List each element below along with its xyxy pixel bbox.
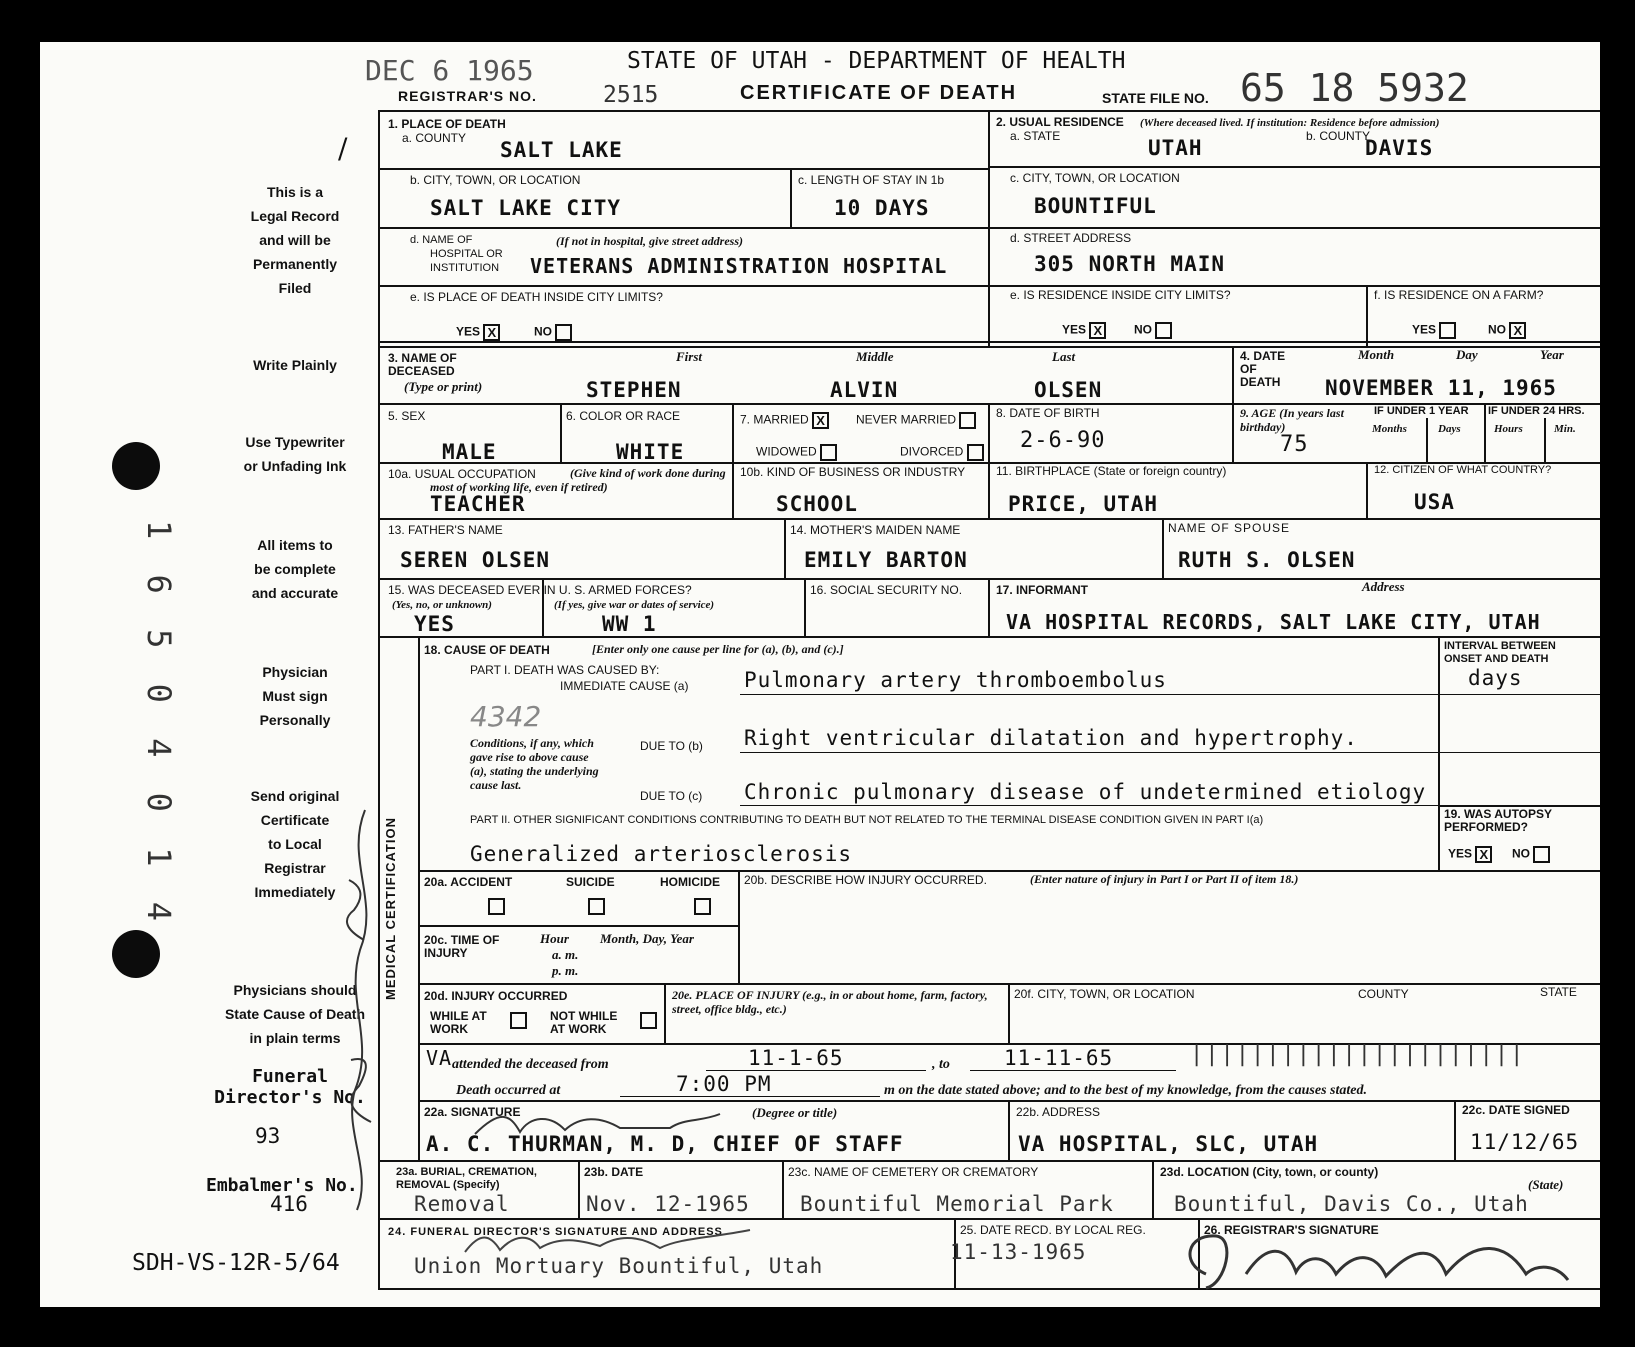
funeral-director-value: Union Mortuary Bountiful, Utah [414,1254,824,1278]
not-while-at-work-label: NOT WHILE AT WORK [550,1009,618,1036]
rule [740,694,1438,695]
hospital-label-2: INSTITUTION [430,262,500,274]
place-of-death-label: 1. PLACE OF DEATH [388,117,506,131]
state-file-number: 65 18 5932 [1240,66,1469,110]
death-year-label: Year [1540,347,1564,362]
death-month-label: Month [1358,347,1395,362]
funeral-director-label: Funeral Director's No. [214,1066,366,1108]
residence-city-value: BOUNTIFUL [1034,194,1157,218]
due-to-c-value: Chronic pulmonary disease of undetermined etiology [744,780,1427,804]
rule [378,518,1600,520]
interval-label: INTERVAL BETWEEN ONSET AND DEATH [1444,640,1556,665]
immediate-cause-value: Pulmonary artery thromboembolus [744,668,1167,692]
length-of-stay-label: c. LENGTH OF STAY IN 1b [798,173,945,187]
death-occurred-label: Death occurred at [456,1083,561,1098]
rule [1484,403,1486,462]
typewriter-note: Use Typewriter or Unfading Ink [243,434,347,474]
while-at-work-checkbox[interactable] [510,1012,527,1029]
citizen-value: USA [1414,490,1455,514]
burial-state-label: (State) [1528,1177,1564,1192]
married-label: 7. MARRIED X [740,412,829,429]
war-service-value: WW 1 [602,612,657,636]
birthplace-value: PRICE, UTAH [1008,492,1159,516]
strikeout-marks: |||||||||||||||||||||| [1190,1042,1526,1067]
middle-name-label: Middle [856,349,894,364]
injury-county-label: COUNTY [1358,987,1409,1001]
months-label: Months [1372,423,1407,435]
rule [988,578,990,636]
age-value: 75 [1280,432,1309,457]
length-of-stay-value: 10 DAYS [834,196,930,220]
race-label: 6. COLOR OR RACE [566,409,681,423]
rule [790,168,792,227]
place-of-injury-label: 20e. PLACE OF INJURY (e.g., in or about home, farm, factory, street, office bldg., etc.) [672,988,988,1016]
residence-city-label: c. CITY, TOWN, OR LOCATION [1010,171,1180,185]
rule [970,1070,1176,1071]
accident-label: 20a. ACCIDENT [424,875,513,889]
occupation-value: TEACHER [430,492,526,516]
hospital-label-1: HOSPITAL OR [430,248,503,260]
attended-to-label: , to [932,1057,950,1072]
va-prefix: VA [426,1046,453,1070]
rule [1426,418,1428,462]
rule [1438,694,1600,695]
dob-label: 8. DATE OF BIRTH [996,406,1100,420]
send-original-note: Send original Certificate to Local Registrar Immediately [250,788,340,900]
burial-date-label: 23b. DATE [584,1165,644,1179]
complete-note: All items to be complete and accurate [251,537,339,601]
hospital-note: (If not in hospital, give street address) [556,234,744,248]
describe-injury-note: (Enter nature of injury in Part I or Part II of item 18.) [1030,872,1299,886]
place-city-label: b. CITY, TOWN, OR LOCATION [410,173,581,187]
rule [1008,1100,1010,1160]
write-plainly-note: Write Plainly [253,357,337,373]
while-at-work-label: WHILE AT WORK [430,1009,487,1036]
residence-inside-no-checkbox[interactable] [1155,322,1172,339]
rule [378,346,1600,348]
physician-address-label: 22b. ADDRESS [1016,1105,1101,1119]
rule [804,578,806,636]
rule [378,1160,1600,1162]
suicide-checkbox[interactable] [588,898,605,915]
rule [782,1160,784,1218]
under-24-hrs-label: IF UNDER 24 HRS. [1488,405,1585,417]
rule [988,403,990,518]
certification-statement: m on the date stated above; and to the best of my knowledge, from the causes stated. [884,1083,1367,1098]
mother-label: 14. MOTHER'S MAIDEN NAME [790,523,961,537]
certificate-title: CERTIFICATE OF DEATH [740,82,1018,104]
rule [1366,285,1368,346]
rule [1438,805,1600,807]
rule [560,403,562,462]
birthplace-label: 11. BIRTHPLACE (State or foreign country) [996,464,1227,478]
punch-hole-bottom [112,930,160,978]
informant-address-label: Address [1362,579,1405,594]
rule [378,1218,1600,1220]
attended-from-value: 11-1-65 [748,1046,844,1070]
homicide-label: HOMICIDE [660,875,720,889]
form-left-border [378,110,380,1290]
farm-no-checkbox[interactable]: X [1509,322,1526,339]
funeral-director-number: 93 [255,1124,281,1148]
injury-state-label: STATE [1540,985,1577,999]
ssn-label: 16. SOCIAL SECURITY NO. [810,583,963,597]
farm-label: f. IS RESIDENCE ON A FARM? [1374,288,1544,302]
place-county-value: SALT LAKE [500,138,623,162]
physician-name-value: A. C. THURMAN, M. D, CHIEF OF STAFF [426,1132,904,1156]
father-value: SEREN OLSEN [400,548,551,572]
farm-yes: YES [1412,322,1456,339]
rule [1162,518,1164,578]
registrar-signature-label: 26. REGISTRAR'S SIGNATURE [1204,1223,1379,1237]
dob-value: 2-6-90 [1020,428,1106,453]
business-label: 10b. KIND OF BUSINESS OR INDUSTRY [740,465,966,479]
divorced-checkbox[interactable] [967,444,984,461]
citizen-label: 12. CITIZEN OF WHAT COUNTRY? [1374,464,1552,476]
rule [378,168,990,170]
funeral-director-sig-label: 24. FUNERAL DIRECTOR'S SIGNATURE AND ADDRESS [388,1226,723,1238]
rule [740,752,1600,753]
hours-label: Hours [1494,423,1523,435]
rule [1438,636,1440,870]
rule [706,1070,926,1071]
injury-date-label: Month, Day, Year [600,931,694,946]
rule [1454,1100,1456,1160]
last-name-label: Last [1052,349,1076,364]
informant-value: VA HOSPITAL RECORDS, SALT LAKE CITY, UTAH [1006,610,1541,634]
rule [418,925,738,927]
place-city-value: SALT LAKE CITY [430,196,622,220]
rule [1544,418,1546,462]
part1-label: PART I. DEATH WAS CAUSED BY: [470,663,660,677]
inside-city-label: e. IS PLACE OF DEATH INSIDE CITY LIMITS? [410,290,663,304]
residence-state-label: a. STATE [1010,129,1061,143]
legal-record-note: This is a Legal Record and will be Permanently Filed [250,184,340,296]
residence-inside-yes-checkbox[interactable]: X [1089,322,1106,339]
suicide-label: SUICIDE [566,875,615,889]
autopsy-label: 19. WAS AUTOPSY PERFORMED? [1444,807,1552,834]
hospital-label-d: d. NAME OF [410,234,473,246]
occupation-note: (Give kind of work done during most of working life, even if retired) [430,466,726,494]
residence-inside-label: e. IS RESIDENCE INSIDE CITY LIMITS? [1010,288,1231,302]
burial-type-label: 23a. BURIAL, CREMATION, REMOVAL (Specify) [396,1166,537,1191]
time-of-injury-label: 20c. TIME OF INJURY [424,933,500,960]
sex-value: MALE [442,440,497,464]
armed-forces-value: YES [414,612,455,636]
registrar-label: REGISTRAR'S NO. [398,88,537,104]
rule [1232,346,1234,462]
burial-location-value: Bountiful, Davis Co., Utah [1174,1192,1529,1216]
injury-pm-label: p. m. [552,963,579,978]
place-inside-yes-checkbox[interactable]: X [483,324,500,341]
injury-city-label: 20f. CITY, TOWN, OR LOCATION [1014,987,1195,1001]
injury-hour-label: Hour [540,931,569,946]
age-label: 9. AGE (In years last birthday) [1240,406,1344,434]
rule [784,518,786,578]
medical-certification-label: MEDICAL CERTIFICATION [383,816,398,1000]
rule [664,983,666,1043]
divorced-label: DIVORCED [900,444,984,461]
mother-value: EMILY BARTON [804,548,968,572]
race-value: WHITE [616,440,685,464]
not-while-at-work-checkbox[interactable] [640,1012,657,1029]
date-signed-value: 11/12/65 [1470,1130,1580,1154]
autopsy-no: NO [1512,846,1550,863]
signature-label: 22a. SIGNATURE [424,1105,521,1119]
rule [1152,1160,1154,1218]
due-to-b-label: DUE TO (b) [640,739,703,753]
physician-signature-vertical [335,800,390,1220]
cause-note: [Enter only one cause per line for (a), (b), and (c).] [592,642,844,656]
immediate-cause-label: IMMEDIATE CAUSE (a) [560,679,689,693]
autopsy-yes-checkbox[interactable]: X [1475,846,1492,863]
never-married-checkbox[interactable] [959,412,976,429]
middle-name-value: ALVIN [830,378,899,402]
autopsy-no-checkbox[interactable] [1533,846,1550,863]
place-inside-yes: YES X [456,324,500,341]
autopsy-yes: YES X [1448,846,1492,863]
armed-forces-sub1: (Yes, no, or unknown) [392,599,492,611]
widowed-label: WIDOWED [756,444,837,461]
date-of-death-label: 4. DATE OF DEATH [1240,349,1286,389]
part2-label: PART II. OTHER SIGNIFICANT CONDITIONS CONTRIBUTING TO DEATH BUT NOT RELATED TO THE TERMINAL DISEASE CONDITION GIVEN IN PART I(a) [470,814,1264,826]
never-married-label: NEVER MARRIED [856,412,976,429]
place-inside-no-checkbox[interactable] [555,324,572,341]
rule [418,636,420,1160]
spouse-label: NAME OF SPOUSE [1168,521,1291,535]
deceased-name-sub: (Type or print) [404,379,483,394]
injury-occurred-label: 20d. INJURY OCCURRED [424,989,568,1003]
registrar-signature [1176,1224,1576,1298]
street-value: 305 NORTH MAIN [1034,252,1226,276]
burial-location-label: 23d. LOCATION (City, town, or county) [1160,1165,1379,1179]
rule [620,1096,880,1097]
rule [578,1160,580,1218]
first-name-label: First [676,349,703,364]
accident-checkbox[interactable] [488,898,505,915]
last-name-value: OLSEN [1034,378,1103,402]
state-department-title: STATE OF UTAH - DEPARTMENT OF HEALTH [627,48,1126,74]
residence-state-value: UTAH [1148,136,1203,160]
death-time-value: 7:00 PM [676,1072,772,1096]
first-name-value: STEPHEN [586,378,682,402]
armed-forces-label: 15. WAS DECEASED EVER IN U. S. ARMED FORCES? [388,583,692,597]
cause-plain-terms-note: Physicians should State Cause of Death in plain terms [224,982,366,1046]
cemetery-value: Bountiful Memorial Park [800,1192,1114,1216]
rule [732,403,734,518]
rule [738,870,740,983]
rule [988,110,990,346]
days-label: Days [1438,423,1461,435]
physician-address-value: VA HOSPITAL, SLC, UTAH [1018,1132,1319,1156]
rule [418,870,1600,872]
rule [1366,462,1368,518]
disease-code: 4342 [470,700,542,733]
date-of-death-value: NOVEMBER 11, 1965 [1325,376,1557,400]
cemetery-label: 23c. NAME OF CEMETERY OR CREMATORY [788,1165,1039,1179]
part2-value: Generalized arteriosclerosis [470,842,853,866]
usual-residence-label: 2. USUAL RESIDENCE [996,115,1124,129]
residence-inside-yes: YES X [1062,322,1106,339]
attended-to-value: 11-11-65 [1004,1046,1114,1070]
cause-label: 18. CAUSE OF DEATH [424,643,550,657]
degree-title-label: (Degree or title) [752,1105,838,1120]
farm-yes-checkbox[interactable] [1439,322,1456,339]
conditions-note: Conditions, if any, which gave rise to above cause (a), stating the underlying cause last. [470,736,599,792]
embalmer-number: 416 [270,1192,308,1216]
business-value: SCHOOL [776,492,858,516]
check-mark: / [338,132,348,165]
street-label: d. STREET ADDRESS [1010,231,1132,245]
registrar-number: 2515 [603,82,659,108]
deceased-name-label: 3. NAME OF DECEASED [388,351,457,378]
form-number: SDH-VS-12R-5/64 [132,1250,340,1276]
burial-type-value: Removal [414,1192,510,1216]
hospital-value: VETERANS ADMINISTRATION HOSPITAL [530,254,948,278]
residence-county-value: DAVIS [1365,136,1434,160]
rule [990,166,1600,168]
date-received-value: 11-13-1965 [950,1240,1087,1264]
place-county-label: a. COUNTY [402,131,467,145]
physician-sign-note: Physician Must sign Personally [259,664,331,728]
burial-date-value: Nov. 12-1965 [586,1192,750,1216]
date-signed-label: 22c. DATE SIGNED [1462,1103,1570,1117]
sex-label: 5. SEX [388,409,426,423]
rule [1008,983,1010,1043]
armed-forces-sub2: (If yes, give war or dates of service) [554,599,715,611]
embalmer-label: Embalmer's No. [206,1175,358,1196]
punch-hole-top [112,442,160,490]
due-to-b-value: Right ventricular dilatation and hypertrophy. [744,726,1358,750]
residence-note: (Where deceased lived. If institution: Residence before admission) [1140,117,1440,129]
vertical-certificate-number: 1 6 5 0 4 0 1 4 [140,520,178,929]
attended-label: attended the deceased from [452,1057,609,1072]
under-1-year-label: IF UNDER 1 YEAR [1374,405,1469,417]
interval-value: days [1468,666,1523,690]
informant-label: 17. INFORMANT [996,583,1089,597]
place-inside-no: NO [534,324,572,341]
minutes-label: Min. [1554,423,1576,435]
rule [378,636,1600,638]
farm-no: NO X [1488,322,1526,339]
homicide-checkbox[interactable] [694,898,711,915]
date-received-stamp: DEC 6 1965 [365,54,534,87]
date-received-label: 25. DATE RECD. BY LOCAL REG. [960,1223,1146,1237]
residence-inside-no: NO [1134,322,1172,339]
describe-injury-label: 20b. DESCRIBE HOW INJURY OCCURRED. [744,873,987,887]
married-checkbox[interactable]: X [812,412,829,429]
injury-am-label: a. m. [552,947,579,962]
widowed-checkbox[interactable] [820,444,837,461]
due-to-c-label: DUE TO (c) [640,789,703,803]
spouse-value: RUTH S. OLSEN [1178,548,1356,572]
occupation-label: 10a. USUAL OCCUPATION [388,467,536,481]
father-label: 13. FATHER'S NAME [388,523,503,537]
death-day-label: Day [1456,347,1478,362]
state-file-label: STATE FILE NO. [1102,90,1209,106]
residence-county-label: b. COUNTY [1306,129,1371,143]
